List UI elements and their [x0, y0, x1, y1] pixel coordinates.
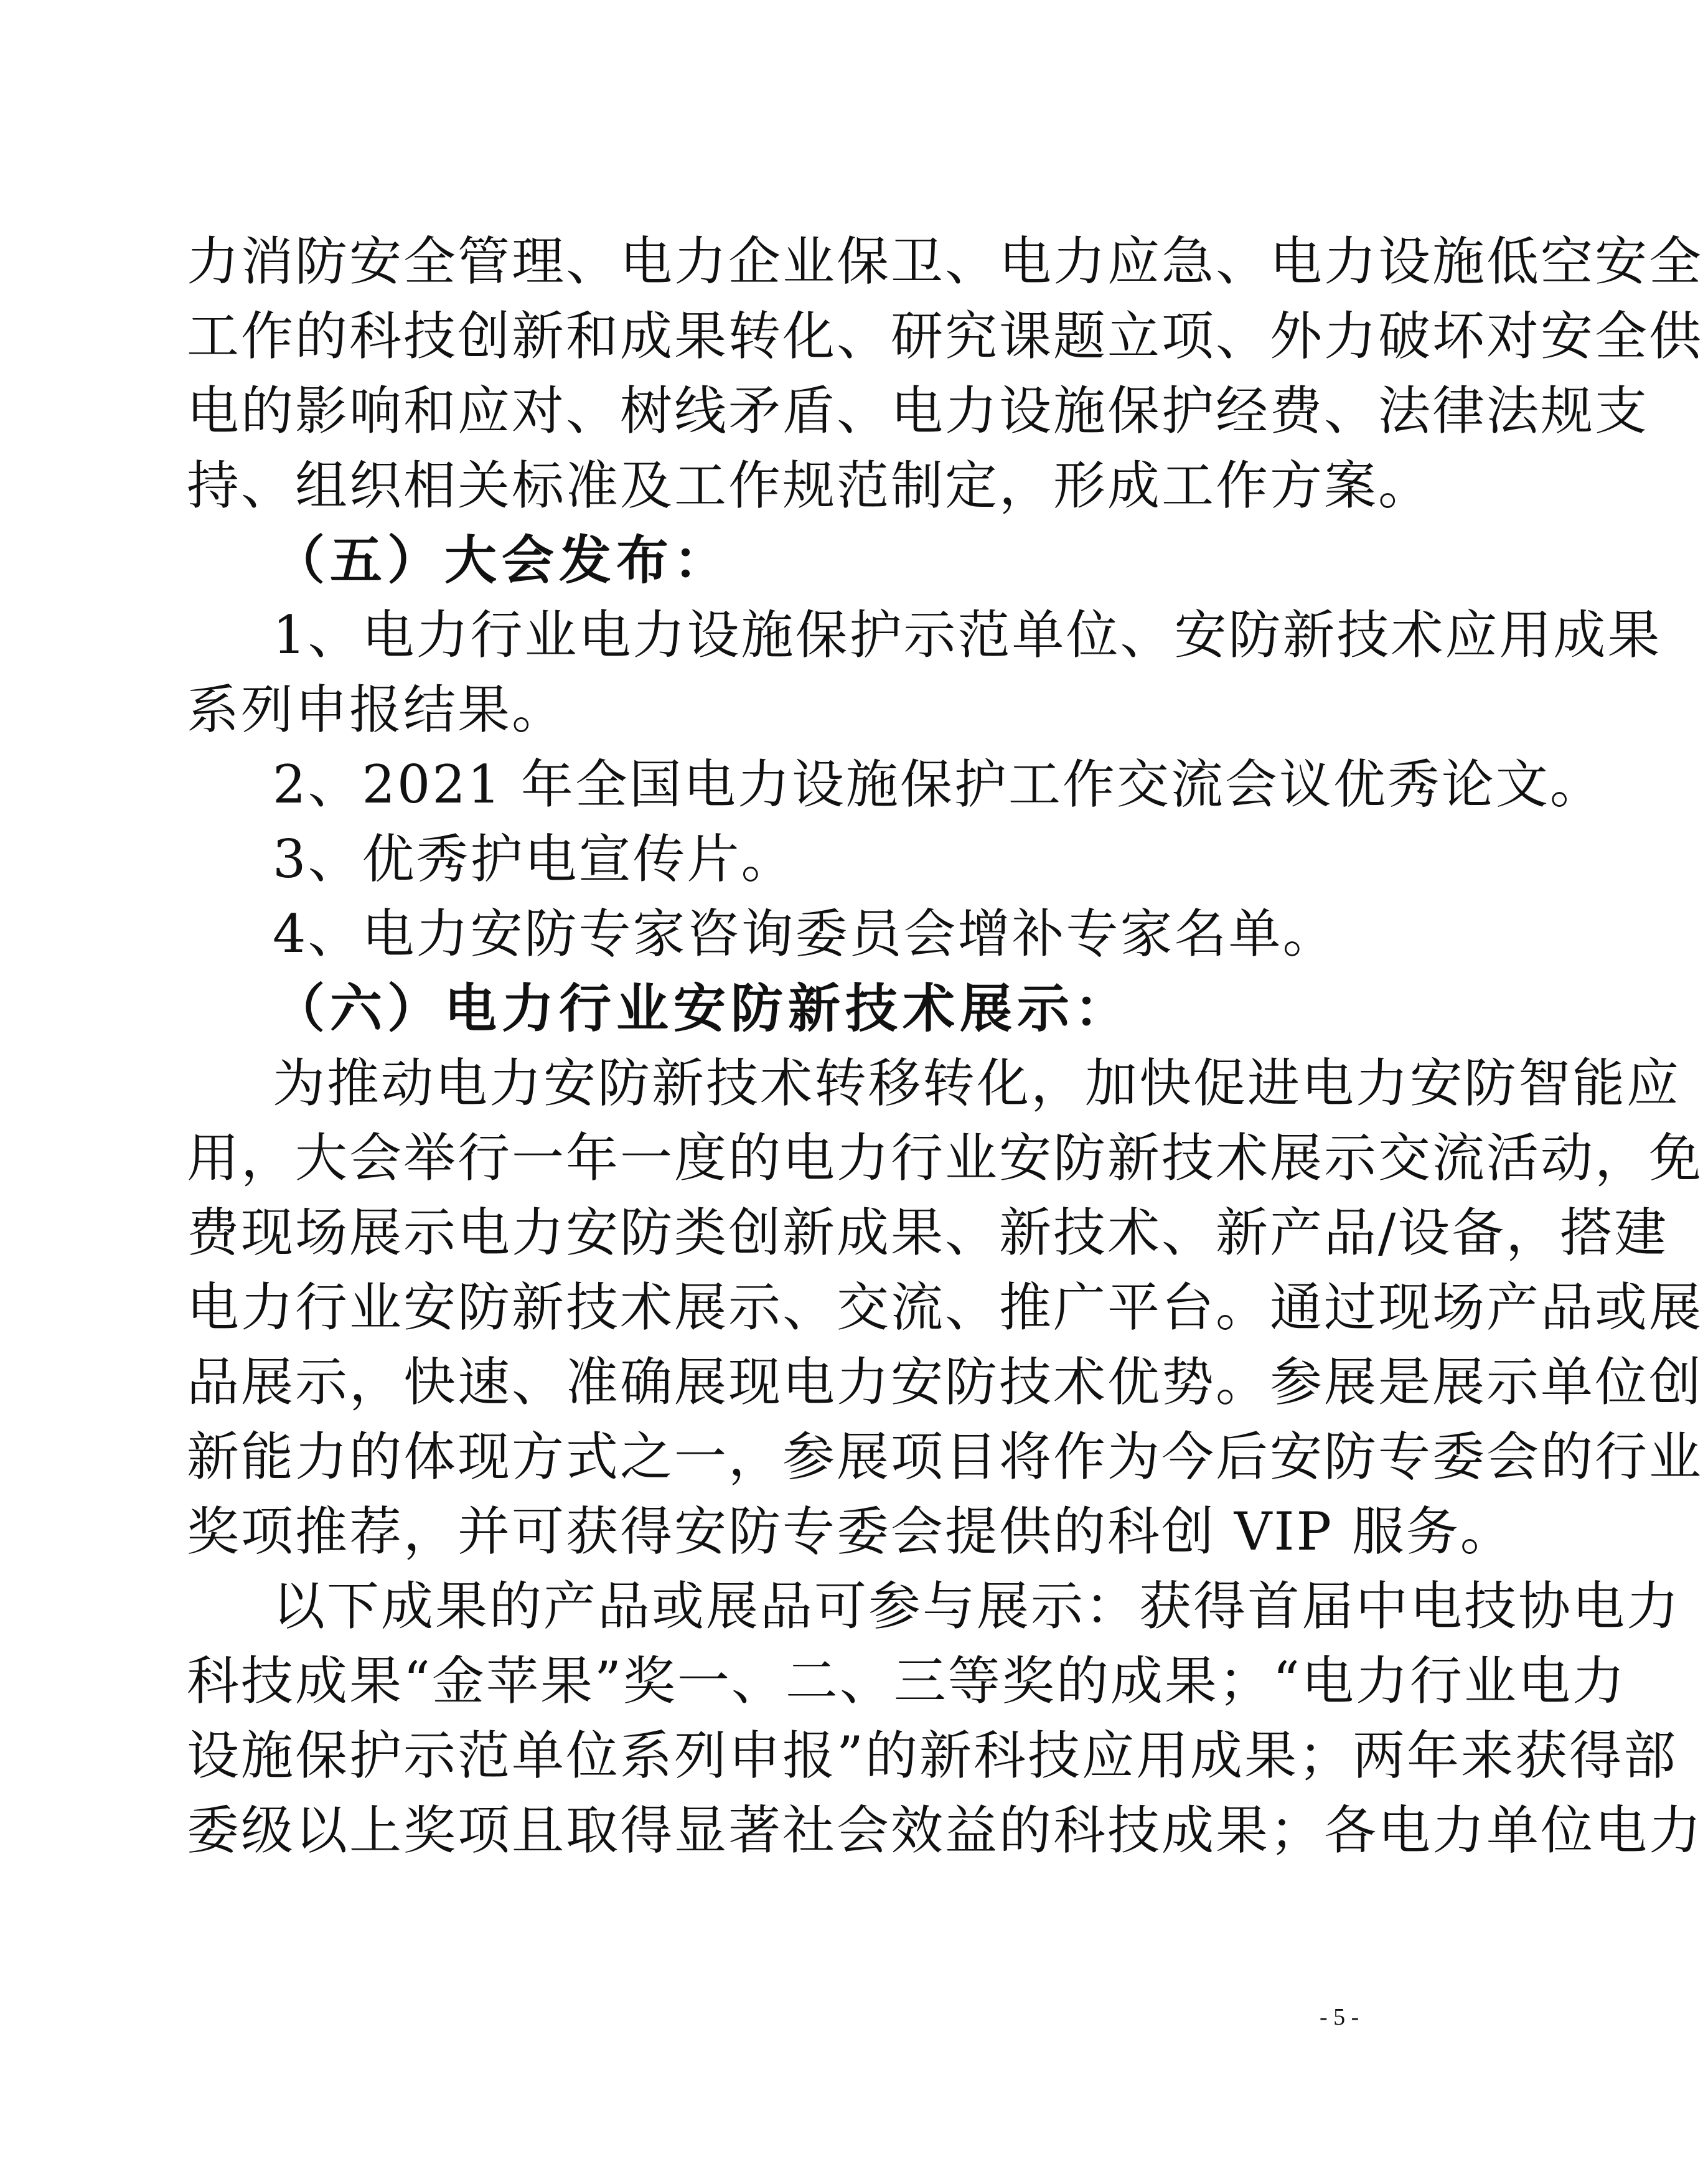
body-line: 品展示，快速、准确展现电力安防技术优势。参展是展示单位创: [187, 1352, 1703, 1413]
body-line: 新能力的体现方式之一，参展项目将作为今后安防专委会的行业: [187, 1426, 1703, 1487]
body-line: 以下成果的产品或展品可参与展示：获得首届中电技协电力: [273, 1576, 1681, 1637]
body-line: 工作的科技创新和成果转化、研究课题立项、外力破坏对安全供: [187, 306, 1703, 367]
list-item-line: 2、2021 年全国电力设施保护工作交流会议优秀论文。: [273, 754, 1604, 815]
body-line: 为推动电力安防新技术转移转化，加快促进电力安防智能应: [273, 1053, 1681, 1114]
list-item-line: 系列申报结果。: [187, 679, 566, 740]
body-line: 电力行业安防新技术展示、交流、推广平台。通过现场产品或展: [187, 1277, 1703, 1338]
list-item-line: 3、优秀护电宣传片。: [273, 829, 795, 890]
body-line: 电的影响和应对、树线矛盾、电力设施保护经费、法律法规支: [187, 380, 1649, 441]
body-line: 委级以上奖项且取得显著社会效益的科技成果；各电力单位电力: [187, 1800, 1703, 1861]
list-item-line: 4、电力安防专家咨询委员会增补专家名单。: [273, 903, 1337, 964]
body-line: 持、组织相关标准及工作规范制定，形成工作方案。: [187, 455, 1433, 516]
body-line: 力消防安全管理、电力企业保卫、电力应急、电力设施低空安全: [187, 231, 1703, 292]
body-line: 设施保护示范单位系列申报”的新科技应用成果；两年来获得部: [187, 1725, 1677, 1786]
section-six-heading: （六）电力行业安防新技术展示：: [273, 978, 1132, 1039]
body-line: 科技成果“金苹果”奖一、二、三等奖的成果；“电力行业电力: [187, 1650, 1626, 1711]
body-line: 奖项推荐，并可获得安防专委会提供的科创 VIP 服务。: [187, 1501, 1514, 1562]
section-five-heading: （五）大会发布：: [273, 530, 731, 591]
body-line: 用，大会举行一年一度的电力行业安防新技术展示交流活动，免: [187, 1127, 1703, 1188]
page-number: - 5 -: [1320, 2004, 1359, 2030]
body-line: 费现场展示电力安防类创新成果、新技术、新产品/设备，搭建: [187, 1202, 1669, 1263]
list-item-line: 1、电力行业电力设施保护示范单位、安防新技术应用成果: [273, 605, 1662, 666]
